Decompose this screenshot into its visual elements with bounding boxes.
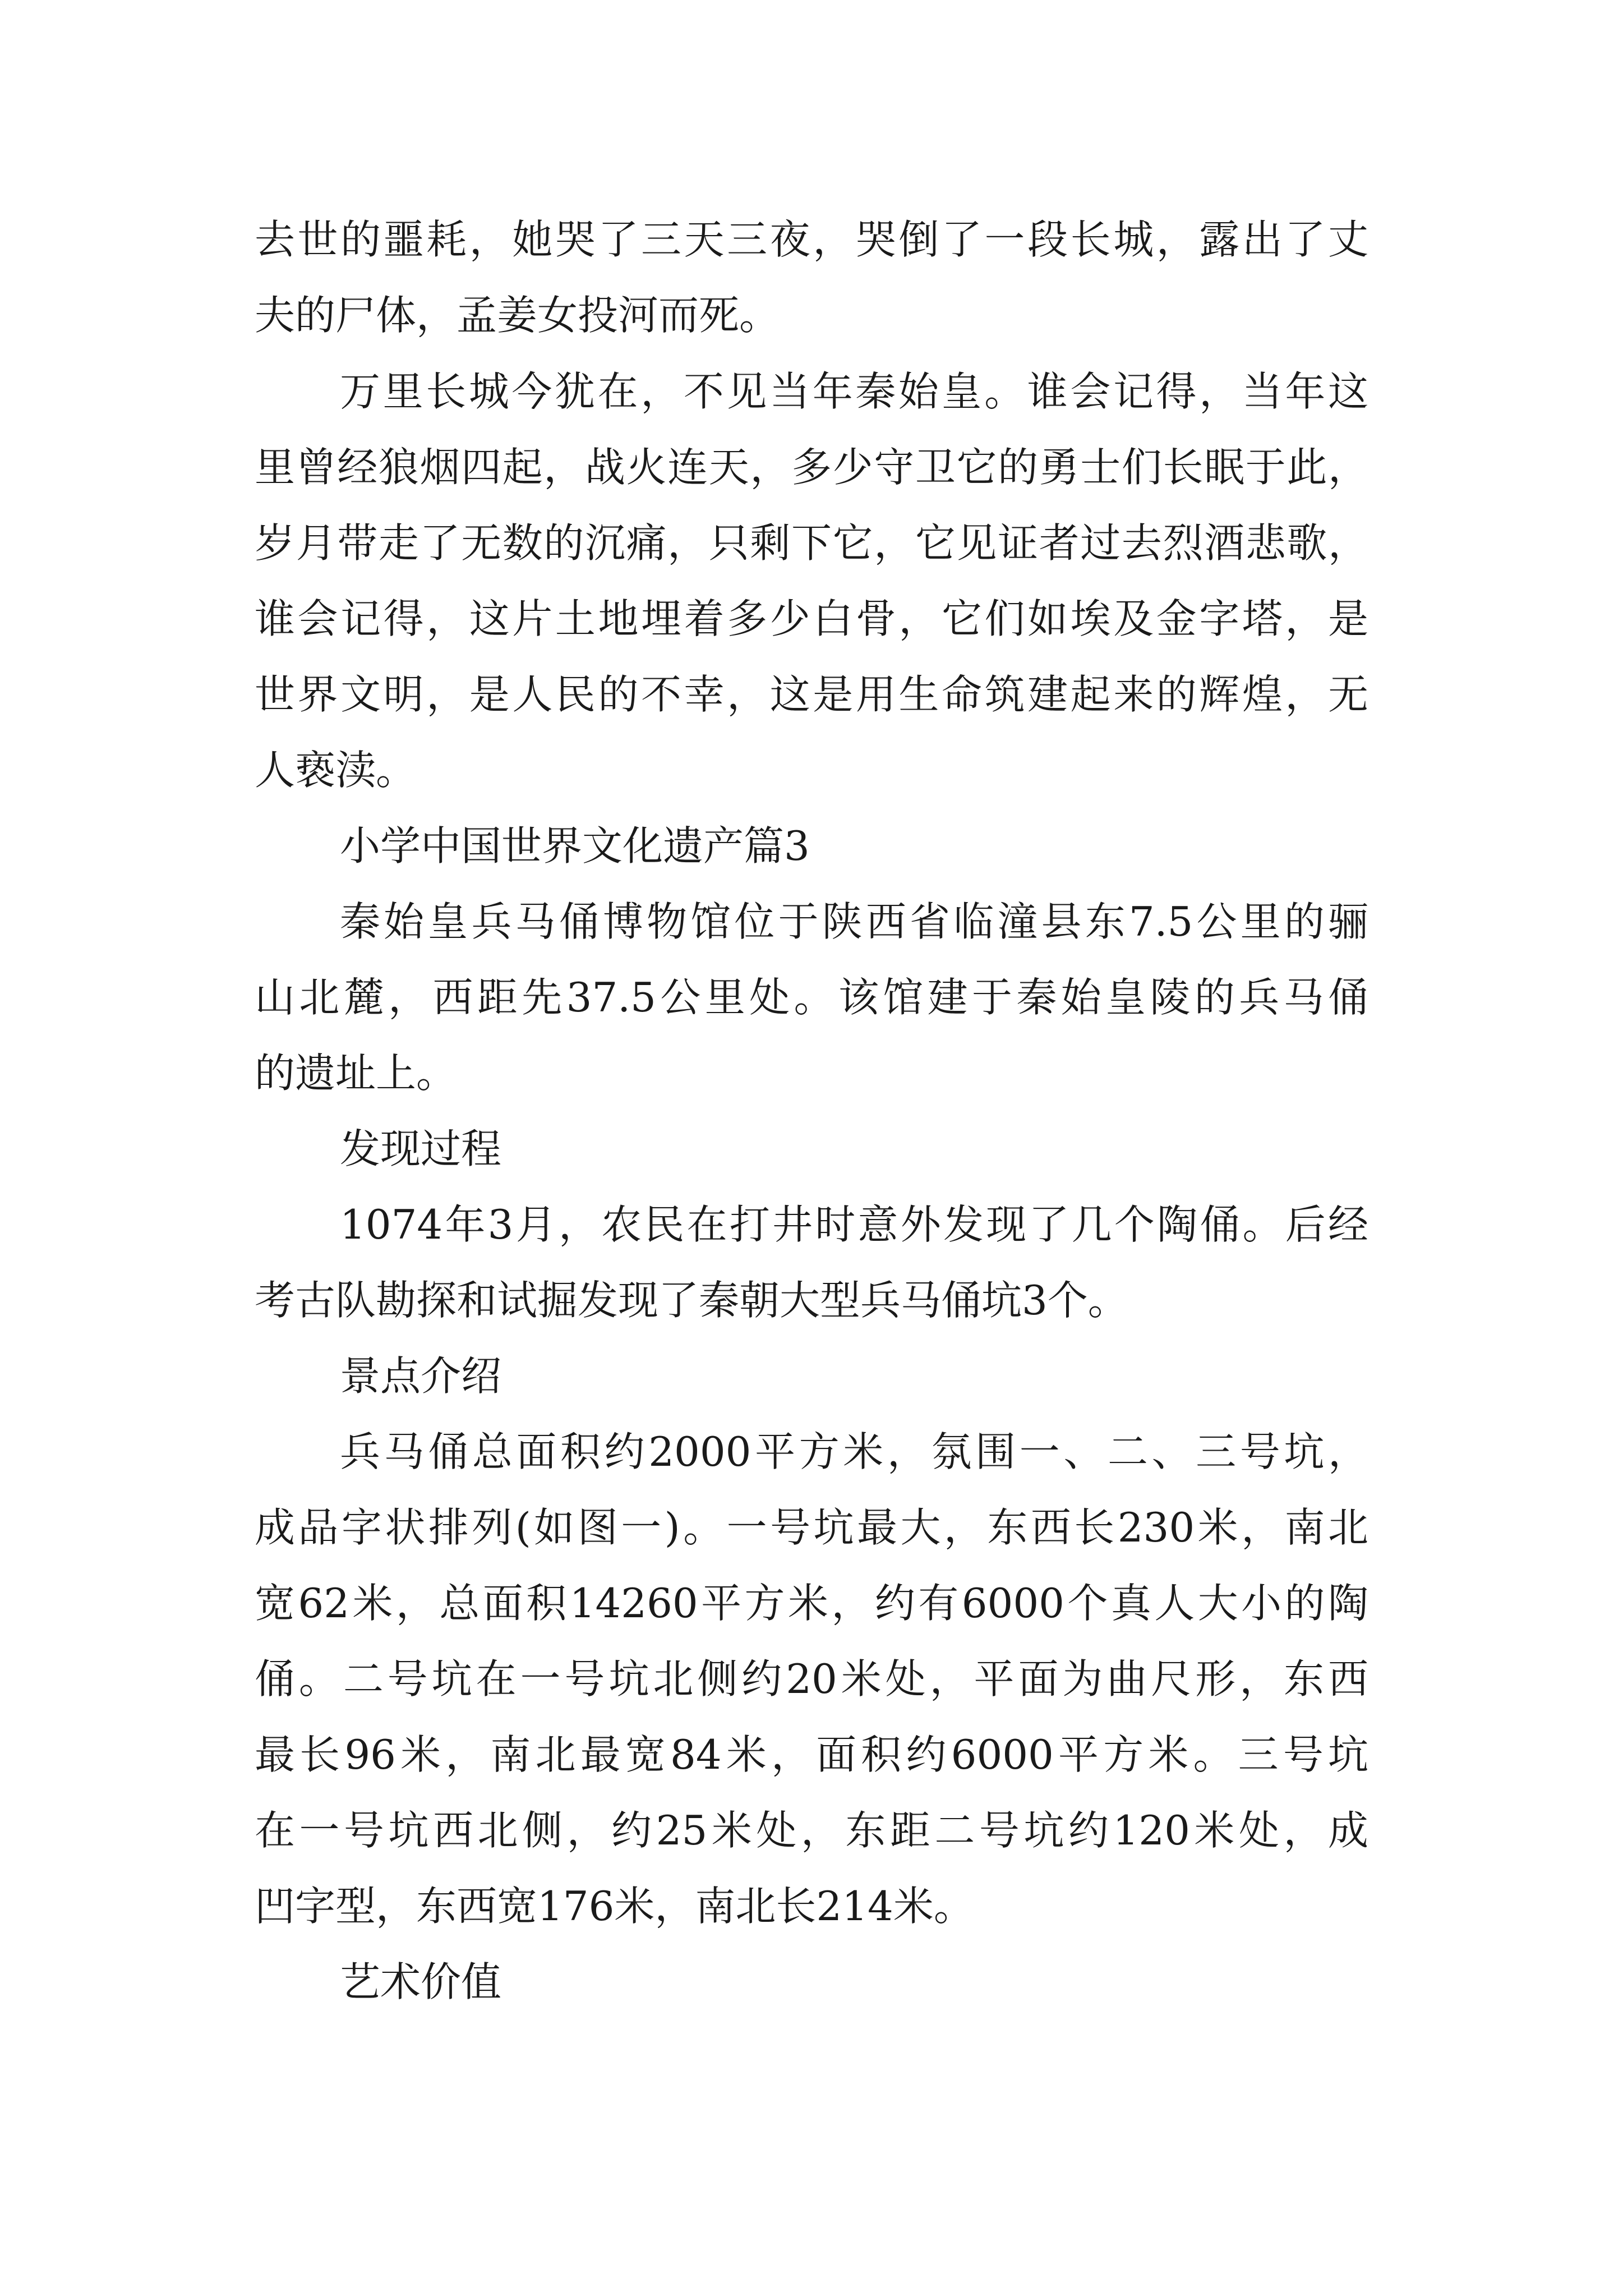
paragraph-line: 山北麓，西距先37.5公里处。该馆建于秦始皇陵的兵马俑: [255, 974, 1368, 1021]
paragraph-line: 岁月带走了无数的沉痛，只剩下它，它见证者过去烈酒悲歌，: [255, 519, 1368, 567]
paragraph-line: 夫的尸体，孟姜女投河而死。: [255, 292, 780, 339]
paragraph-line: 人亵渎。: [255, 747, 417, 794]
paragraph-line: 俑。二号坑在一号坑北侧约20米处，平面为曲尺形，东西: [255, 1655, 1368, 1703]
paragraph-line: 宽62米，总面积14260平方米，约有6000个真人大小的陶: [255, 1580, 1368, 1627]
section-heading: 景点介绍: [340, 1352, 502, 1400]
paragraph-line: 的遗址上。: [255, 1050, 457, 1097]
paragraph-line: 凹字型，东西宽176米，南北长214米。: [255, 1883, 974, 1930]
paragraph-line: 1074年3月，农民在打井时意外发现了几个陶俑。后经: [340, 1201, 1368, 1248]
paragraph-line: 谁会记得，这片土地埋着多少白骨，它们如埃及金字塔，是: [255, 595, 1368, 642]
paragraph-line: 秦始皇兵马俑博物馆位于陕西省临潼县东7.5公里的骊: [340, 898, 1368, 945]
paragraph-line: 里曾经狼烟四起，战火连天，多少守卫它的勇士们长眠于此，: [255, 444, 1368, 491]
paragraph-line: 兵马俑总面积约2000平方米，氛围一、二、三号坑，: [340, 1428, 1368, 1475]
paragraph-line: 考古队勘探和试掘发现了秦朝大型兵马俑坑3个。: [255, 1277, 1128, 1324]
paragraph-line: 最长96米，南北最宽84米，面积约6000平方米。三号坑: [255, 1731, 1368, 1778]
section-title: 小学中国世界文化遗产篇3: [340, 822, 810, 869]
paragraph-line: 世界文明，是人民的不幸，这是用生命筑建起来的辉煌，无: [255, 671, 1368, 718]
section-heading: 发现过程: [340, 1125, 502, 1172]
section-heading: 艺术价值: [340, 1958, 502, 2005]
paragraph-line: 在一号坑西北侧，约25米处，东距二号坑约120米处，成: [255, 1807, 1368, 1854]
paragraph-line: 去世的噩耗，她哭了三天三夜，哭倒了一段长城，露出了丈: [255, 216, 1368, 263]
paragraph-line: 万里长城今犹在，不见当年秦始皇。谁会记得，当年这: [340, 368, 1368, 415]
paragraph-line: 成品字状排列(如图一)。一号坑最大，东西长230米，南北: [255, 1504, 1368, 1551]
